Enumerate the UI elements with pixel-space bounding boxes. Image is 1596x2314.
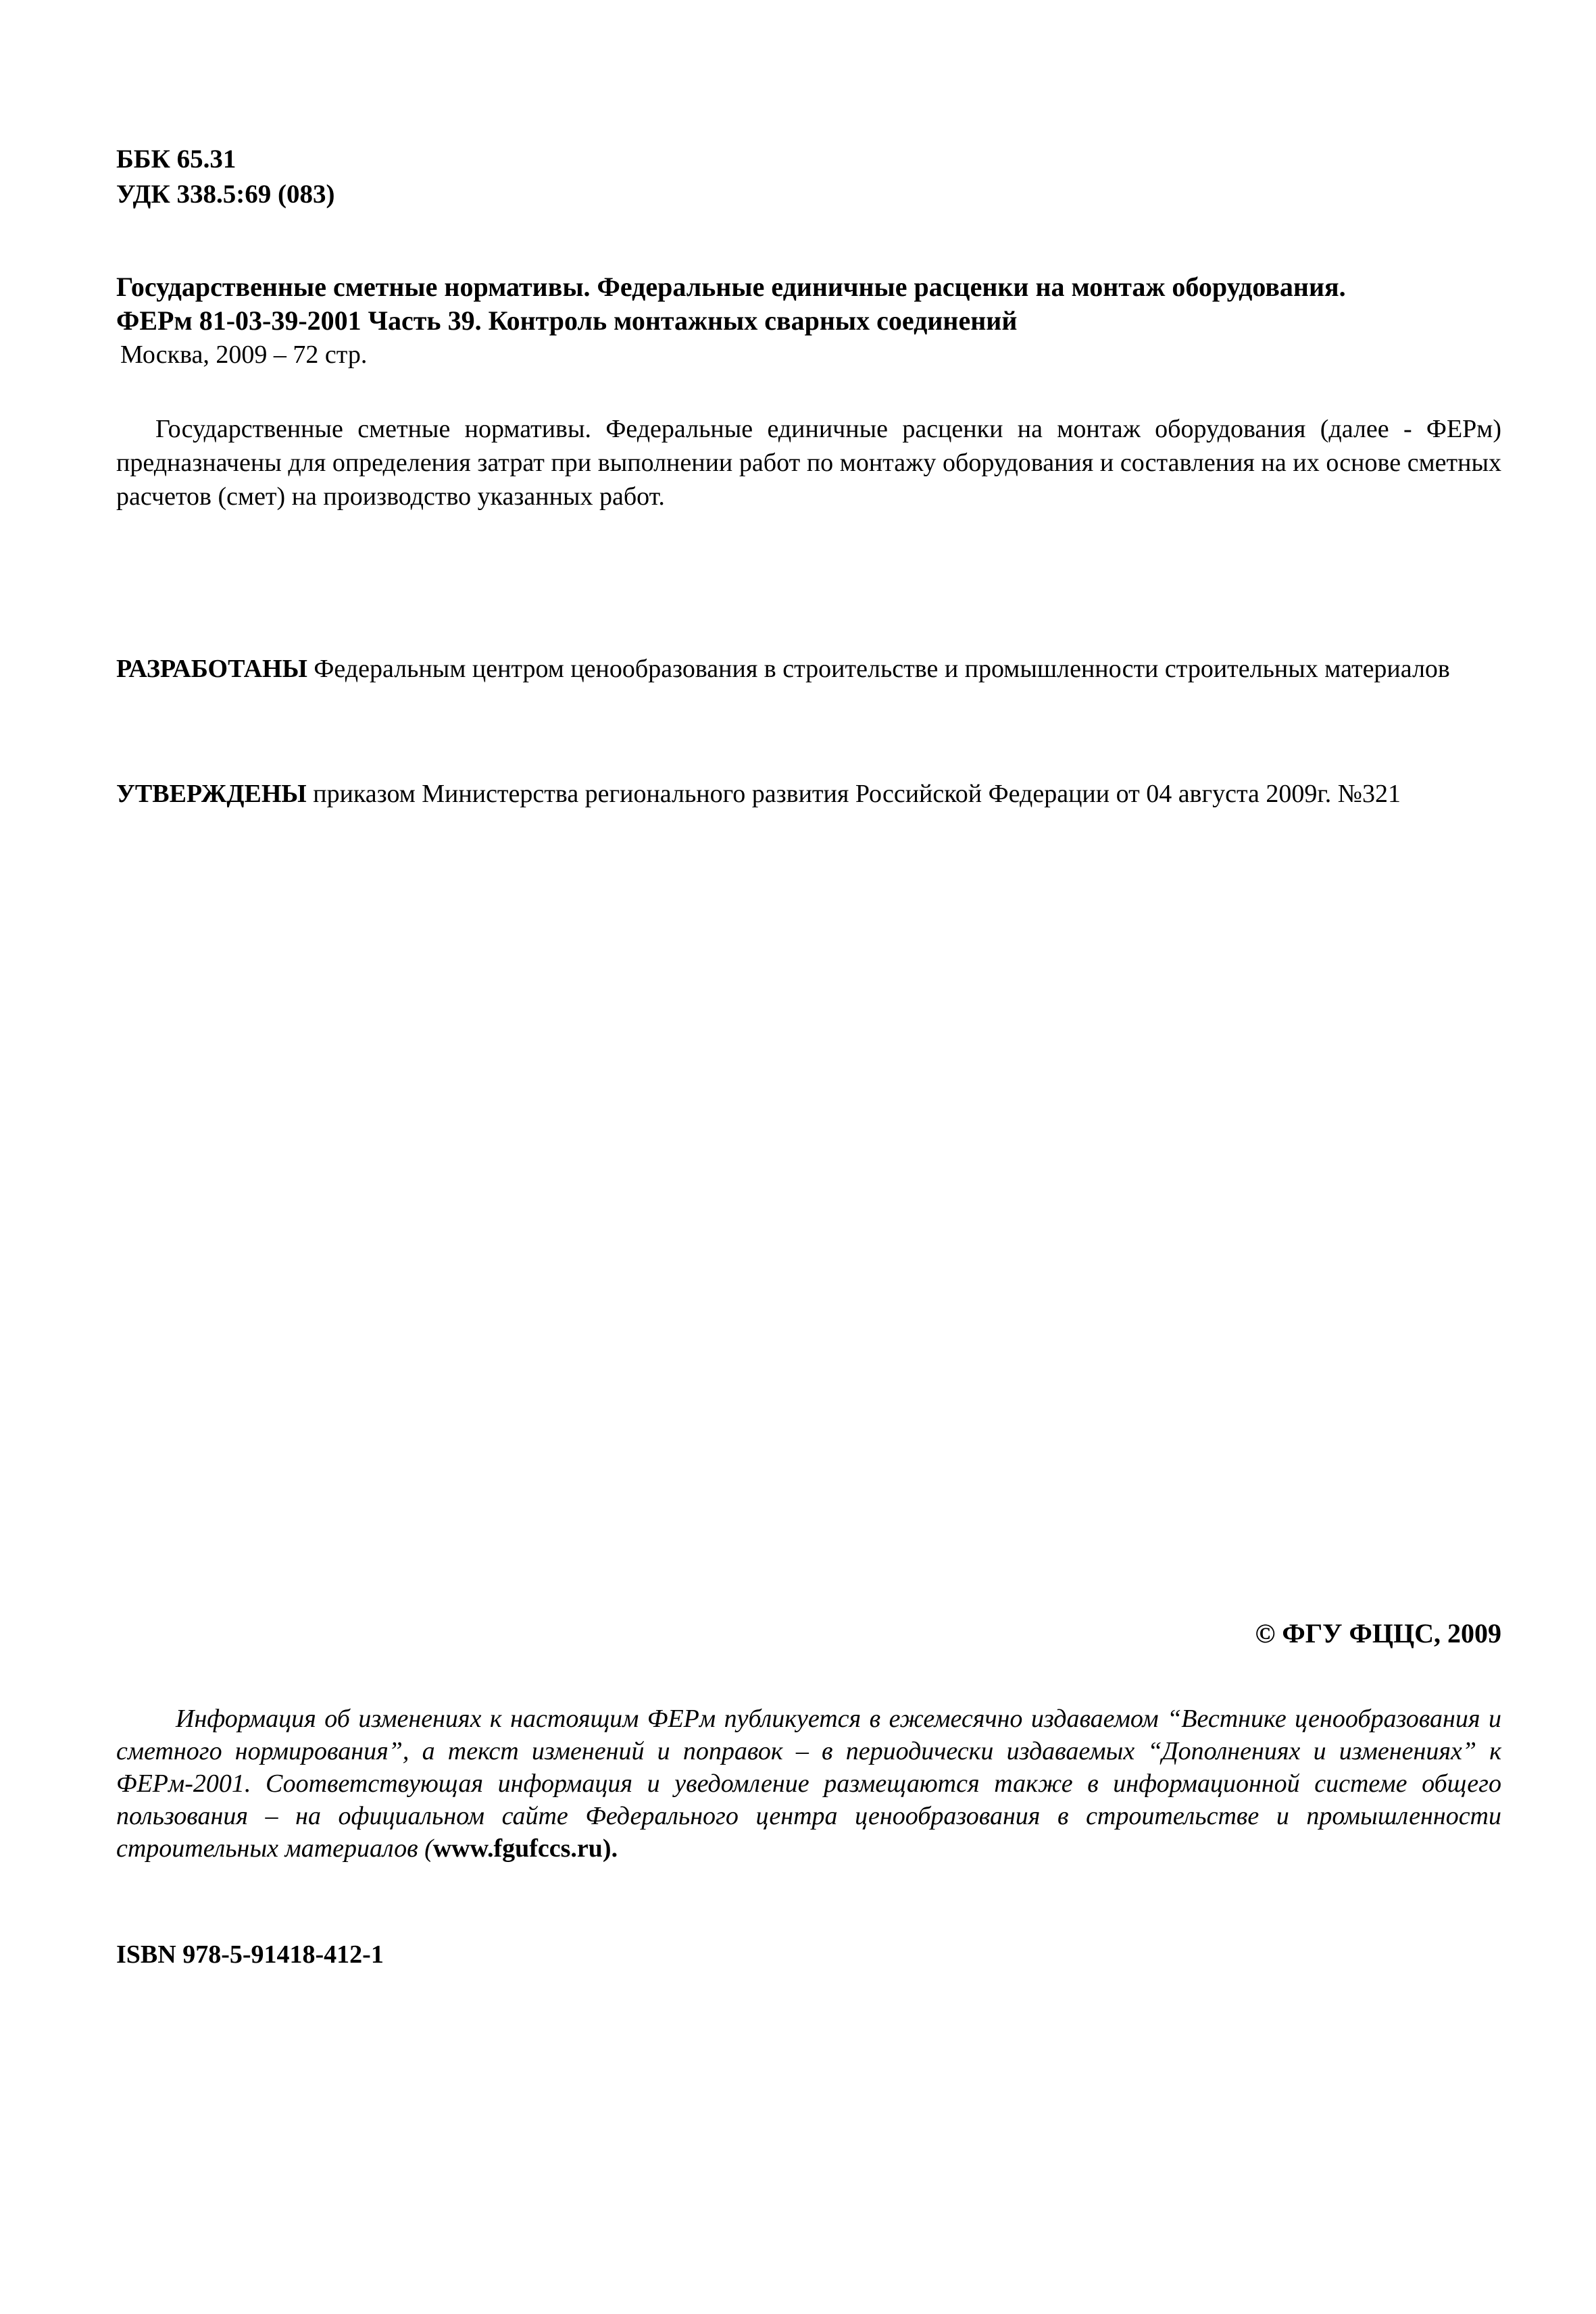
approved-text: приказом Министерства регионального развития Российской Федерации от 04 августа 2009г. №321 <box>306 780 1401 808</box>
description-paragraph: Государственные сметные нормативы. Федеральные единичные расценки на монтаж оборудования (далее - ФЕРм) предназначены для определения затрат при выполнении работ по монтажу оборудования и составления на их основе сметных расчетов (смет) на производство указанных работ. <box>116 415 1501 511</box>
udk-code: УДК 338.5:69 (083) <box>116 180 335 209</box>
developed-by <box>116 652 1501 686</box>
approved-by <box>116 777 1501 811</box>
publication-info: Москва, 2009 – 72 стр. <box>120 341 368 369</box>
website-link: www.fgufccs.ru). <box>432 1834 618 1863</box>
approved-label: УТВЕРЖДЕНЫ <box>116 780 307 808</box>
developed-label: РАЗРАБОТАНЫ <box>116 655 307 683</box>
classification-codes <box>116 142 1501 212</box>
changes-notice <box>116 1703 1501 1865</box>
document-title-line-2: ФЕРм 81-03-39-2001 Часть 39. Контроль монтажных сварных соединений <box>116 305 1018 336</box>
developed-text: Федеральным центром ценообразования в строительстве и промышленности строительных материалов <box>307 655 1450 683</box>
bbk-code: ББК 65.31 <box>116 145 236 174</box>
document-title-line-1: Государственные сметные нормативы. Федеральные единичные расценки на монтаж оборудования. <box>116 272 1346 302</box>
notice-text: Информация об изменениях к настоящим ФЕРм публикуется в ежемесячно издаваемом “Вестнике ценообразования и сметного нормирования”, а текст изменений и поправок – в периодически издаваемых “Дополнениях и изменениях” к ФЕРм-2001. Соответствующая информация и уведомление размещаются также в информационной системе общего пользования – на официальном сайте Федерального центра ценообразования в строительстве и промышленности строительных материалов ( <box>116 1705 1501 1863</box>
isbn-number: ISBN 978-5-91418-412-1 <box>116 1940 384 1969</box>
title-block <box>116 270 1501 372</box>
copyright-notice: © ФГУ ФЦЦС, 2009 <box>1255 1618 1501 1649</box>
